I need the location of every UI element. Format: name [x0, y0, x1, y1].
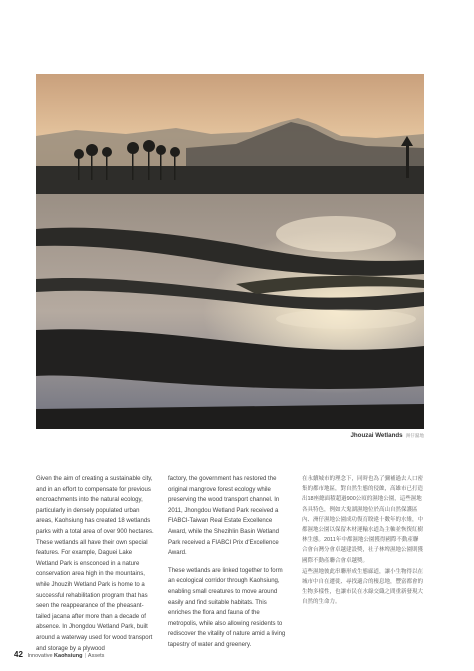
- paragraph: factory, the government has restored the original mangrove forest ecology while preserving the wood transport channel. In 2011, Jhongdou Wetland Park received a FIABCI-Taiwan Real Estate Excellence Award, while the Shezihlin Basin Wetland Park received a FIABCI Prix d'Excellence Award.: [168, 476, 280, 557]
- article-column-2: [168, 474, 288, 658]
- paragraph: 這些濕地彼此串聯形成生態廊道，讓小生物得以在城市中自在遷徙、尋找適合的棲息地，豐富都會的生物多樣性，也讓市民在水綠交織之間重新發現大自然的生命力。: [302, 568, 424, 606]
- article-column-1: [36, 474, 154, 661]
- publication-brand: Kaohsiung: [54, 653, 83, 659]
- caption-title: Jhouzai Wetlands: [350, 432, 403, 439]
- article-column-chinese: [302, 474, 423, 609]
- section-name: Assets: [87, 653, 105, 659]
- paragraph: Given the aim of creating a sustainable city, and in an effort to compensate for previous encroachments into the natural ecology, particularly in densely populated urban areas, Kaohsiung has created 18 wetlands parks with a total area of over 900 hectares. These wetlands all have their own special features. For example, Daguei Lake Wetland Park is ensconced in a nature conservation area high in the mountains, while Jhouzih Wetland Park is home to a successful rehabilitation program that has seen the reappearance of the pheasant-tailed jacana after more than a decade of absence. In Jhongdou Wetland Park, built around a waterway used for wood transport and storage by a plywood: [36, 476, 154, 652]
- wetland-photo: [36, 74, 424, 429]
- footer-separator: |: [84, 653, 86, 659]
- paragraph: These wetlands are linked together to form an ecological corridor through Kaohsiung, enabling small creatures to move around easily and find suitable habitats. This enriches the flora and fauna of the metropolis, while also allowing residents to rediscover the vitality of nature amid a living tapestry of water and greenery.: [168, 567, 286, 648]
- caption-credit: 洲仔濕地: [405, 433, 424, 438]
- publication-prefix: Innovative: [27, 653, 53, 659]
- page-number: 42: [14, 650, 23, 659]
- page-footer: [14, 650, 104, 659]
- photo-caption: [350, 432, 424, 439]
- paragraph: 在永續城市的理念下，同時也為了彌補過去人口密集的都市地區，對自然生態的侵蝕，高雄市已打造出18座總面積超過900公頃的濕地公園，這些濕地各具特色，例如大鬼湖濕地位於高山自然保護區內、洲仔濕地公園成功復育睽違十數年的水雉，中都濕地公園以保留木材運輸水道為主軸並恢復紅樹林生態。2011年中都濕地公園獲得國際不動產聯合會台灣分會卓越建設獎，社子林埤濕地公園則獲國際不動產聯合會卓越獎。: [302, 476, 424, 564]
